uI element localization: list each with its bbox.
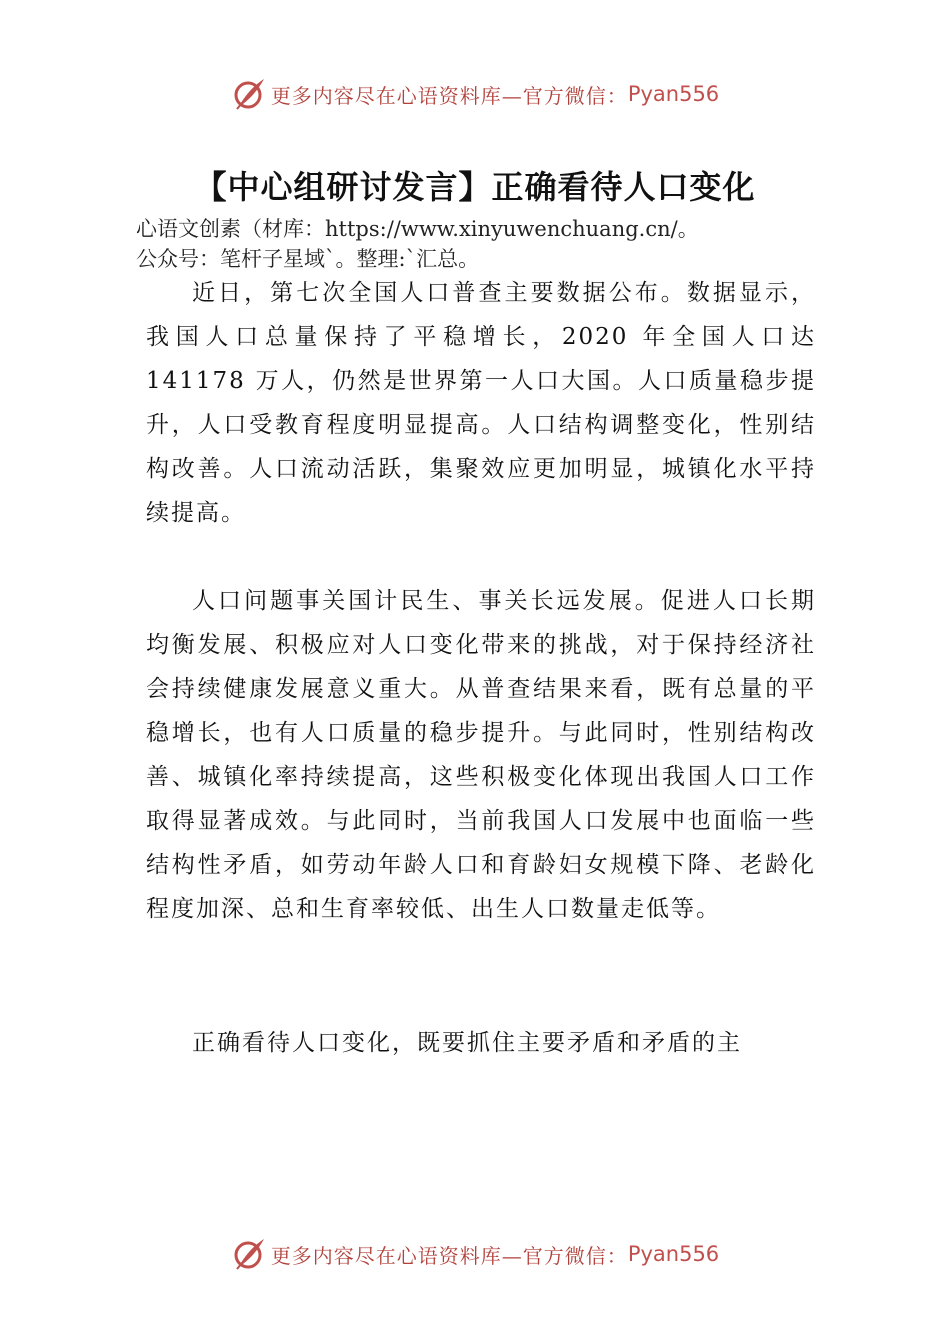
quill-logo-icon: [231, 1236, 267, 1272]
source-line-website: 心语文创素（材库：https://www.xinyuwenchuang.cn/。: [136, 217, 699, 241]
paragraph-3: 正确看待人口变化，既要抓住主要矛盾和矛盾的主: [192, 1030, 742, 1056]
banner-wechat-id: Pyan556: [627, 82, 720, 106]
banner-text: 更多内容尽在心语资料库—官方微信：: [270, 1243, 628, 1268]
paragraph-1: 近日，第七次全国人口普查主要数据公布。数据显示，我国人口总量保持了平稳增长，2020 年全国人口达141178 万人，仍然是世界第一人口大国。人口质量稳步提升，人口受教育程度明显提高。人口结构调整变化，性别结构改善。人口流动活跃，集聚效应更加明显，城镇化水平持续提高。: [146, 280, 816, 526]
banner-wechat-id: Pyan556: [627, 1242, 720, 1266]
paragraph-2: 人口问题事关国计民生、事关长远发展。促进人口长期均衡发展、积极应对人口变化带来的挑战，对于保持经济社会持续健康发展意义重大。从普查结果来看，既有总量的平稳增长，也有人口质量的稳步提升。与此同时，性别结构改善、城镇化率持续提高，这些积极变化体现出我国人口工作取得显著成效。与此同时，当前我国人口发展中也面临一些结构性矛盾，如劳动年龄人口和育龄妇女规模下降、老龄化程度加深、总和生育率较低、出生人口数量走低等。: [146, 588, 816, 922]
source-line-account: 公众号：笔杆子星域`。整理:`汇总。: [136, 247, 480, 271]
footer-banner: [0, 1232, 950, 1276]
document-title: 【中心组研讨发言】正确看待人口变化: [194, 168, 756, 206]
quill-logo-icon: [231, 76, 267, 112]
banner-text: 更多内容尽在心语资料库—官方微信：: [270, 83, 628, 108]
header-banner: [0, 72, 950, 116]
